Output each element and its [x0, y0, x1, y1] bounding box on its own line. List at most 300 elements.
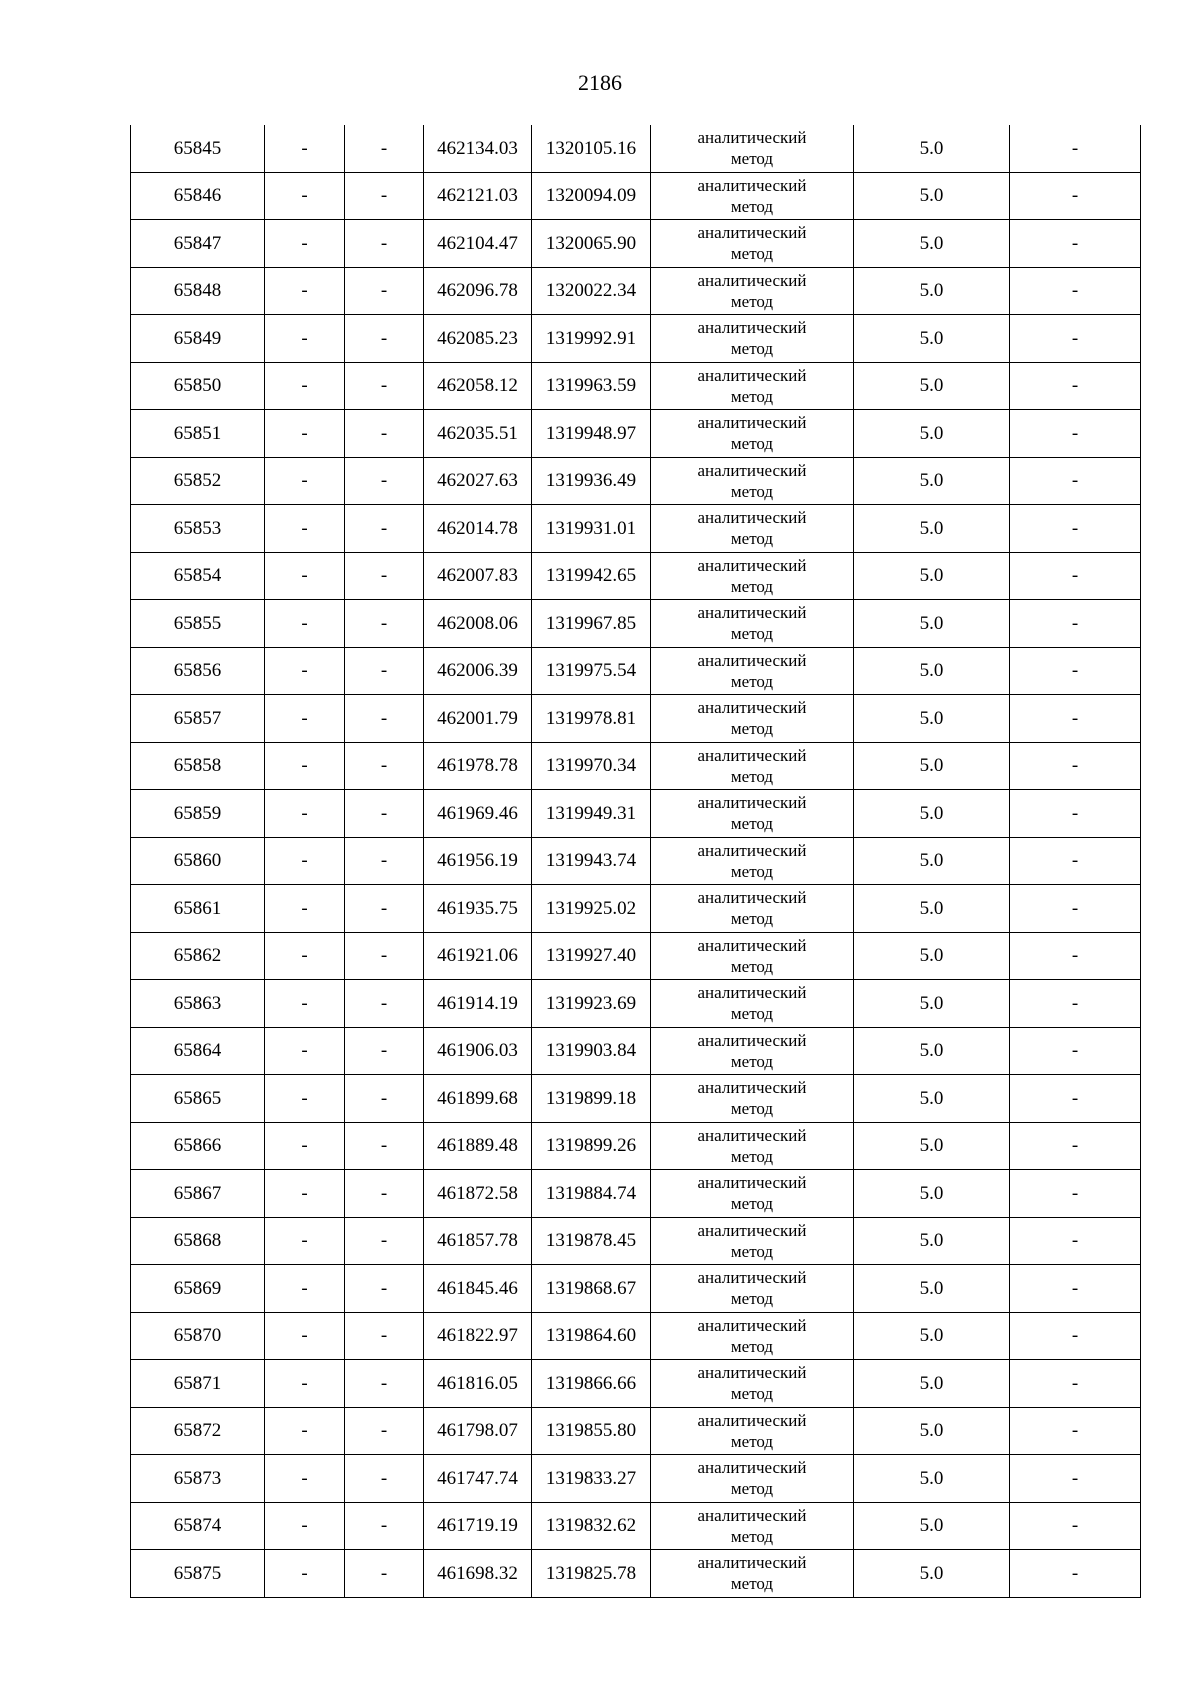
method-cell — [651, 1075, 854, 1123]
x-coordinate-cell: 461747.74 — [424, 1455, 532, 1503]
point-number-cell: 65869 — [131, 1265, 265, 1313]
point-number-cell: 65864 — [131, 1027, 265, 1075]
empty-cell-1: - — [265, 837, 345, 885]
accuracy-cell: 5.0 — [854, 742, 1010, 790]
empty-cell-3: - — [1010, 600, 1141, 648]
table-body — [131, 125, 1141, 1597]
method-line-1: аналитический — [697, 1078, 807, 1098]
empty-cell-2: - — [345, 1360, 424, 1408]
accuracy-cell: 5.0 — [854, 1075, 1010, 1123]
empty-cell-1: - — [265, 1407, 345, 1455]
y-coordinate-cell: 1319855.80 — [532, 1407, 651, 1455]
x-coordinate-cell: 462058.12 — [424, 362, 532, 410]
empty-cell-2: - — [345, 742, 424, 790]
point-number-cell: 65873 — [131, 1455, 265, 1503]
empty-cell-1: - — [265, 457, 345, 505]
y-coordinate-cell: 1319903.84 — [532, 1027, 651, 1075]
method-line-2: метод — [730, 1336, 774, 1356]
x-coordinate-cell: 461935.75 — [424, 885, 532, 933]
method-cell — [651, 932, 854, 980]
method-cell — [651, 1360, 854, 1408]
method-cell — [651, 647, 854, 695]
empty-cell-3: - — [1010, 1407, 1141, 1455]
method-line-1: аналитический — [697, 793, 807, 813]
accuracy-cell: 5.0 — [854, 1312, 1010, 1360]
table-row — [131, 790, 1141, 838]
empty-cell-1: - — [265, 220, 345, 268]
accuracy-cell: 5.0 — [854, 267, 1010, 315]
method-line-2: метод — [730, 1479, 774, 1499]
method-cell — [651, 837, 854, 885]
empty-cell-3: - — [1010, 1265, 1141, 1313]
table-row — [131, 647, 1141, 695]
empty-cell-3: - — [1010, 172, 1141, 220]
y-coordinate-cell: 1319949.31 — [532, 790, 651, 838]
empty-cell-2: - — [345, 410, 424, 458]
table-row — [131, 1312, 1141, 1360]
empty-cell-2: - — [345, 980, 424, 1028]
x-coordinate-cell: 461822.97 — [424, 1312, 532, 1360]
point-number-cell: 65852 — [131, 457, 265, 505]
method-cell — [651, 1027, 854, 1075]
empty-cell-2: - — [345, 695, 424, 743]
y-coordinate-cell: 1319866.66 — [532, 1360, 651, 1408]
empty-cell-3: - — [1010, 1075, 1141, 1123]
table-row — [131, 1027, 1141, 1075]
table-row — [131, 932, 1141, 980]
empty-cell-1: - — [265, 172, 345, 220]
empty-cell-2: - — [345, 790, 424, 838]
empty-cell-2: - — [345, 1122, 424, 1170]
method-cell — [651, 220, 854, 268]
method-cell — [651, 980, 854, 1028]
y-coordinate-cell: 1319927.40 — [532, 932, 651, 980]
x-coordinate-cell: 462096.78 — [424, 267, 532, 315]
x-coordinate-cell: 461719.19 — [424, 1502, 532, 1550]
empty-cell-1: - — [265, 647, 345, 695]
method-line-2: метод — [730, 1146, 774, 1166]
y-coordinate-cell: 1319970.34 — [532, 742, 651, 790]
point-number-cell: 65858 — [131, 742, 265, 790]
empty-cell-1: - — [265, 600, 345, 648]
y-coordinate-cell: 1319925.02 — [532, 885, 651, 933]
empty-cell-2: - — [345, 1265, 424, 1313]
empty-cell-1: - — [265, 1502, 345, 1550]
method-line-2: метод — [730, 1431, 774, 1451]
x-coordinate-cell: 461857.78 — [424, 1217, 532, 1265]
method-line-1: аналитический — [697, 555, 807, 575]
point-number-cell: 65854 — [131, 552, 265, 600]
method-line-1: аналитический — [697, 983, 807, 1003]
method-cell — [651, 790, 854, 838]
y-coordinate-cell: 1319948.97 — [532, 410, 651, 458]
point-number-cell: 65863 — [131, 980, 265, 1028]
point-number-cell: 65848 — [131, 267, 265, 315]
method-line-1: аналитический — [697, 318, 807, 338]
table-row — [131, 980, 1141, 1028]
empty-cell-3: - — [1010, 362, 1141, 410]
method-line-2: метод — [730, 671, 774, 691]
y-coordinate-cell: 1319967.85 — [532, 600, 651, 648]
empty-cell-3: - — [1010, 457, 1141, 505]
point-number-cell: 65868 — [131, 1217, 265, 1265]
method-line-1: аналитический — [697, 128, 807, 148]
method-cell — [651, 410, 854, 458]
empty-cell-3: - — [1010, 1027, 1141, 1075]
x-coordinate-cell: 462007.83 — [424, 552, 532, 600]
method-line-1: аналитический — [697, 508, 807, 528]
empty-cell-3: - — [1010, 980, 1141, 1028]
empty-cell-1: - — [265, 1075, 345, 1123]
x-coordinate-cell: 461798.07 — [424, 1407, 532, 1455]
method-cell — [651, 885, 854, 933]
y-coordinate-cell: 1320105.16 — [532, 125, 651, 172]
method-cell — [651, 1455, 854, 1503]
y-coordinate-cell: 1319833.27 — [532, 1455, 651, 1503]
accuracy-cell: 5.0 — [854, 1550, 1010, 1598]
empty-cell-1: - — [265, 742, 345, 790]
table-row — [131, 362, 1141, 410]
empty-cell-1: - — [265, 885, 345, 933]
method-line-2: метод — [730, 244, 774, 264]
table-row — [131, 695, 1141, 743]
y-coordinate-cell: 1319878.45 — [532, 1217, 651, 1265]
x-coordinate-cell: 461906.03 — [424, 1027, 532, 1075]
empty-cell-2: - — [345, 837, 424, 885]
method-line-1: аналитический — [697, 698, 807, 718]
x-coordinate-cell: 461872.58 — [424, 1170, 532, 1218]
method-line-2: метод — [730, 1051, 774, 1071]
method-line-2: метод — [730, 196, 774, 216]
page-number: 2186 — [578, 70, 622, 95]
accuracy-cell: 5.0 — [854, 1265, 1010, 1313]
accuracy-cell: 5.0 — [854, 410, 1010, 458]
y-coordinate-cell: 1319825.78 — [532, 1550, 651, 1598]
point-number-cell: 65846 — [131, 172, 265, 220]
y-coordinate-cell: 1319936.49 — [532, 457, 651, 505]
empty-cell-3: - — [1010, 695, 1141, 743]
point-number-cell: 65862 — [131, 932, 265, 980]
empty-cell-2: - — [345, 315, 424, 363]
method-cell — [651, 1265, 854, 1313]
table-row — [131, 1075, 1141, 1123]
method-line-1: аналитический — [697, 888, 807, 908]
method-line-2: метод — [730, 1384, 774, 1404]
empty-cell-1: - — [265, 1360, 345, 1408]
empty-cell-3: - — [1010, 505, 1141, 553]
accuracy-cell: 5.0 — [854, 1027, 1010, 1075]
empty-cell-2: - — [345, 1550, 424, 1598]
method-line-2: метод — [730, 1194, 774, 1214]
method-line-2: метод — [730, 861, 774, 881]
point-number-cell: 65875 — [131, 1550, 265, 1598]
empty-cell-1: - — [265, 125, 345, 172]
empty-cell-2: - — [345, 172, 424, 220]
method-line-1: аналитический — [697, 1553, 807, 1573]
method-cell — [651, 1312, 854, 1360]
x-coordinate-cell: 461816.05 — [424, 1360, 532, 1408]
x-coordinate-cell: 461698.32 — [424, 1550, 532, 1598]
method-line-1: аналитический — [697, 1410, 807, 1430]
table-row — [131, 1122, 1141, 1170]
method-line-2: метод — [730, 386, 774, 406]
method-line-1: аналитический — [697, 270, 807, 290]
method-line-2: метод — [730, 291, 774, 311]
accuracy-cell: 5.0 — [854, 600, 1010, 648]
x-coordinate-cell: 461921.06 — [424, 932, 532, 980]
method-line-1: аналитический — [697, 1173, 807, 1193]
empty-cell-3: - — [1010, 647, 1141, 695]
empty-cell-1: - — [265, 362, 345, 410]
empty-cell-2: - — [345, 932, 424, 980]
empty-cell-2: - — [345, 1407, 424, 1455]
method-line-2: метод — [730, 576, 774, 596]
method-cell — [651, 1122, 854, 1170]
table-row — [131, 505, 1141, 553]
method-line-2: метод — [730, 956, 774, 976]
empty-cell-2: - — [345, 362, 424, 410]
accuracy-cell: 5.0 — [854, 1360, 1010, 1408]
empty-cell-2: - — [345, 1455, 424, 1503]
method-cell — [651, 315, 854, 363]
method-cell — [651, 742, 854, 790]
empty-cell-3: - — [1010, 1550, 1141, 1598]
empty-cell-2: - — [345, 600, 424, 648]
empty-cell-3: - — [1010, 1312, 1141, 1360]
accuracy-cell: 5.0 — [854, 1170, 1010, 1218]
empty-cell-2: - — [345, 1217, 424, 1265]
y-coordinate-cell: 1319943.74 — [532, 837, 651, 885]
method-line-2: метод — [730, 766, 774, 786]
accuracy-cell: 5.0 — [854, 362, 1010, 410]
x-coordinate-cell: 461845.46 — [424, 1265, 532, 1313]
y-coordinate-cell: 1319963.59 — [532, 362, 651, 410]
table-row — [131, 1455, 1141, 1503]
method-cell — [651, 267, 854, 315]
empty-cell-2: - — [345, 220, 424, 268]
empty-cell-2: - — [345, 885, 424, 933]
empty-cell-3: - — [1010, 125, 1141, 172]
method-line-1: аналитический — [697, 365, 807, 385]
method-line-2: метод — [730, 814, 774, 834]
y-coordinate-cell: 1319923.69 — [532, 980, 651, 1028]
point-number-cell: 65849 — [131, 315, 265, 363]
point-number-cell: 65853 — [131, 505, 265, 553]
method-line-2: метод — [730, 1099, 774, 1119]
point-number-cell: 65867 — [131, 1170, 265, 1218]
x-coordinate-cell: 462121.03 — [424, 172, 532, 220]
point-number-cell: 65857 — [131, 695, 265, 743]
accuracy-cell: 5.0 — [854, 1502, 1010, 1550]
accuracy-cell: 5.0 — [854, 647, 1010, 695]
method-line-2: метод — [730, 529, 774, 549]
empty-cell-1: - — [265, 1217, 345, 1265]
y-coordinate-cell: 1320094.09 — [532, 172, 651, 220]
empty-cell-3: - — [1010, 1170, 1141, 1218]
method-line-1: аналитический — [697, 1505, 807, 1525]
table-row — [131, 457, 1141, 505]
table-row — [131, 600, 1141, 648]
empty-cell-2: - — [345, 1502, 424, 1550]
point-number-cell: 65874 — [131, 1502, 265, 1550]
accuracy-cell: 5.0 — [854, 1217, 1010, 1265]
empty-cell-3: - — [1010, 267, 1141, 315]
method-line-2: метод — [730, 1574, 774, 1594]
accuracy-cell: 5.0 — [854, 505, 1010, 553]
method-line-1: аналитический — [697, 175, 807, 195]
accuracy-cell: 5.0 — [854, 220, 1010, 268]
method-line-1: аналитический — [697, 413, 807, 433]
empty-cell-1: - — [265, 410, 345, 458]
table-row — [131, 837, 1141, 885]
empty-cell-1: - — [265, 1455, 345, 1503]
y-coordinate-cell: 1320022.34 — [532, 267, 651, 315]
method-line-1: аналитический — [697, 1030, 807, 1050]
empty-cell-1: - — [265, 505, 345, 553]
x-coordinate-cell: 462001.79 — [424, 695, 532, 743]
empty-cell-1: - — [265, 1170, 345, 1218]
method-line-2: метод — [730, 339, 774, 359]
table-row — [131, 172, 1141, 220]
x-coordinate-cell: 462014.78 — [424, 505, 532, 553]
table-row — [131, 315, 1141, 363]
x-coordinate-cell: 461889.48 — [424, 1122, 532, 1170]
x-coordinate-cell: 462008.06 — [424, 600, 532, 648]
empty-cell-3: - — [1010, 932, 1141, 980]
method-line-2: метод — [730, 719, 774, 739]
accuracy-cell: 5.0 — [854, 1455, 1010, 1503]
table-row — [131, 1170, 1141, 1218]
accuracy-cell: 5.0 — [854, 932, 1010, 980]
point-number-cell: 65850 — [131, 362, 265, 410]
point-number-cell: 65866 — [131, 1122, 265, 1170]
accuracy-cell: 5.0 — [854, 695, 1010, 743]
accuracy-cell: 5.0 — [854, 1407, 1010, 1455]
method-line-2: метод — [730, 481, 774, 501]
empty-cell-1: - — [265, 267, 345, 315]
method-line-1: аналитический — [697, 223, 807, 243]
empty-cell-3: - — [1010, 837, 1141, 885]
point-number-cell: 65871 — [131, 1360, 265, 1408]
x-coordinate-cell: 461978.78 — [424, 742, 532, 790]
empty-cell-1: - — [265, 790, 345, 838]
empty-cell-1: - — [265, 1312, 345, 1360]
table-row — [131, 1502, 1141, 1550]
method-cell — [651, 1502, 854, 1550]
empty-cell-3: - — [1010, 552, 1141, 600]
method-line-2: метод — [730, 909, 774, 929]
method-line-1: аналитический — [697, 650, 807, 670]
method-line-1: аналитический — [697, 935, 807, 955]
empty-cell-3: - — [1010, 410, 1141, 458]
method-line-1: аналитический — [697, 1125, 807, 1145]
y-coordinate-cell: 1319992.91 — [532, 315, 651, 363]
point-number-cell: 65870 — [131, 1312, 265, 1360]
method-cell — [651, 1550, 854, 1598]
table-row — [131, 1217, 1141, 1265]
table-row — [131, 1407, 1141, 1455]
method-line-1: аналитический — [697, 460, 807, 480]
table-row — [131, 885, 1141, 933]
x-coordinate-cell: 462035.51 — [424, 410, 532, 458]
method-cell — [651, 1407, 854, 1455]
y-coordinate-cell: 1319864.60 — [532, 1312, 651, 1360]
empty-cell-2: - — [345, 1027, 424, 1075]
method-cell — [651, 695, 854, 743]
empty-cell-2: - — [345, 457, 424, 505]
empty-cell-3: - — [1010, 315, 1141, 363]
table-row — [131, 220, 1141, 268]
empty-cell-3: - — [1010, 1502, 1141, 1550]
point-number-cell: 65856 — [131, 647, 265, 695]
point-number-cell: 65865 — [131, 1075, 265, 1123]
empty-cell-1: - — [265, 1550, 345, 1598]
point-number-cell: 65861 — [131, 885, 265, 933]
point-number-cell: 65859 — [131, 790, 265, 838]
method-cell — [651, 1217, 854, 1265]
accuracy-cell: 5.0 — [854, 1122, 1010, 1170]
table-row — [131, 1265, 1141, 1313]
method-line-1: аналитический — [697, 840, 807, 860]
method-line-2: метод — [730, 1241, 774, 1261]
y-coordinate-cell: 1319868.67 — [532, 1265, 651, 1313]
accuracy-cell: 5.0 — [854, 980, 1010, 1028]
empty-cell-1: - — [265, 1027, 345, 1075]
y-coordinate-cell: 1319931.01 — [532, 505, 651, 553]
empty-cell-1: - — [265, 1122, 345, 1170]
y-coordinate-cell: 1319978.81 — [532, 695, 651, 743]
method-line-1: аналитический — [697, 745, 807, 765]
table-row — [131, 742, 1141, 790]
y-coordinate-cell: 1319942.65 — [532, 552, 651, 600]
y-coordinate-cell: 1319899.26 — [532, 1122, 651, 1170]
empty-cell-1: - — [265, 980, 345, 1028]
empty-cell-3: - — [1010, 742, 1141, 790]
accuracy-cell: 5.0 — [854, 885, 1010, 933]
point-number-cell: 65855 — [131, 600, 265, 648]
y-coordinate-cell: 1319899.18 — [532, 1075, 651, 1123]
y-coordinate-cell: 1319975.54 — [532, 647, 651, 695]
coordinates-table — [130, 125, 1141, 1598]
method-line-1: аналитический — [697, 1220, 807, 1240]
accuracy-cell: 5.0 — [854, 790, 1010, 838]
accuracy-cell: 5.0 — [854, 837, 1010, 885]
point-number-cell: 65847 — [131, 220, 265, 268]
point-number-cell: 65851 — [131, 410, 265, 458]
method-cell — [651, 505, 854, 553]
method-line-2: метод — [730, 1004, 774, 1024]
x-coordinate-cell: 461914.19 — [424, 980, 532, 1028]
method-line-2: метод — [730, 149, 774, 169]
method-line-1: аналитический — [697, 1458, 807, 1478]
method-cell — [651, 600, 854, 648]
empty-cell-2: - — [345, 552, 424, 600]
empty-cell-3: - — [1010, 885, 1141, 933]
table-row — [131, 267, 1141, 315]
empty-cell-1: - — [265, 1265, 345, 1313]
empty-cell-2: - — [345, 1312, 424, 1360]
empty-cell-2: - — [345, 267, 424, 315]
empty-cell-2: - — [345, 1170, 424, 1218]
accuracy-cell: 5.0 — [854, 552, 1010, 600]
accuracy-cell: 5.0 — [854, 457, 1010, 505]
method-line-1: аналитический — [697, 603, 807, 623]
y-coordinate-cell: 1319884.74 — [532, 1170, 651, 1218]
y-coordinate-cell: 1320065.90 — [532, 220, 651, 268]
method-line-1: аналитический — [697, 1363, 807, 1383]
empty-cell-1: - — [265, 552, 345, 600]
point-number-cell: 65860 — [131, 837, 265, 885]
